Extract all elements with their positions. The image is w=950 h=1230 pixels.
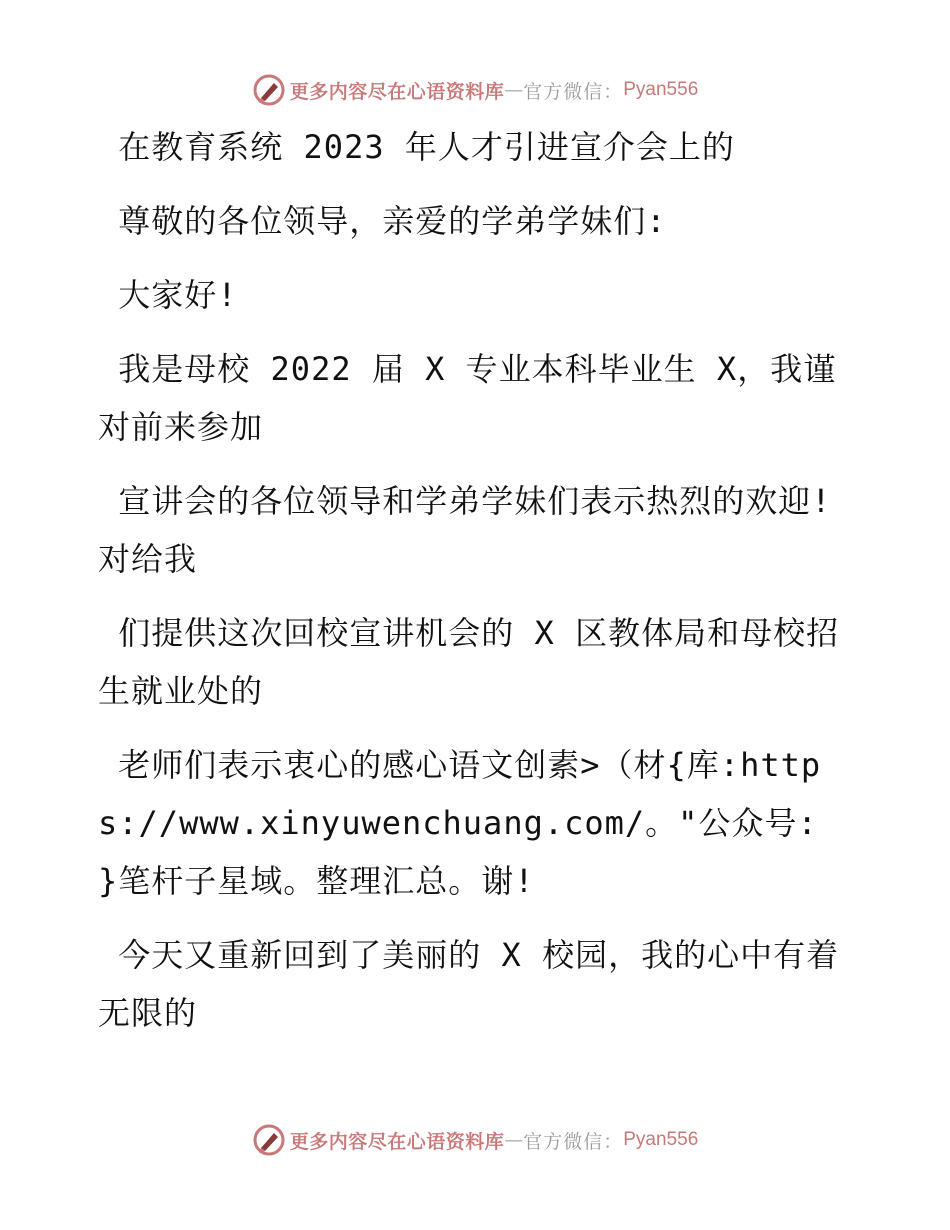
watermark-dash: — [504,1129,524,1151]
paragraph-greeting: 大家好! [98,276,238,314]
watermark-wechat-id: Pyan556 [623,79,699,100]
paragraph-salutation: 尊敬的各位领导，亲爱的学弟学妹们: [98,202,667,240]
footer-watermark [0,1120,950,1160]
document-body [98,118,858,1042]
paragraph-welcome: 宣讲会的各位领导和学弟学妹们表示热烈的欢迎! 对给我 [98,482,852,578]
watermark-title: 更多内容尽在心语资料库 [289,1130,505,1153]
pen-logo-icon [252,73,286,107]
paragraph-thanks: 们提供这次回校宣讲机会的 X 区教体局和母校招生就业处的 [98,614,840,710]
watermark-wechat-id: Pyan556 [623,1129,699,1150]
paragraph-source-note: 老师们表示衷心的感心语文创素>（材{库:https://www.xinyuwenchuang.com/。"公众号: }笔杆子星域。整理汇总。谢! [98,746,838,900]
paragraph-title: 在教育系统 2023 年人才引进宣介会上的 [98,128,735,166]
paragraph-return: 今天又重新回到了美丽的 X 校园，我的心中有着无限的 [98,936,840,1032]
watermark-title: 更多内容尽在心语资料库 [289,80,505,103]
watermark-wechat-label: 官方微信： [523,1130,624,1153]
watermark-dash: — [504,79,524,101]
header-watermark [0,70,950,110]
pen-logo-icon [252,1123,286,1157]
watermark-wechat-label: 官方微信： [523,80,624,103]
paragraph-intro: 我是母校 2022 届 X 专业本科毕业生 X，我谨对前来参加 [98,350,837,446]
